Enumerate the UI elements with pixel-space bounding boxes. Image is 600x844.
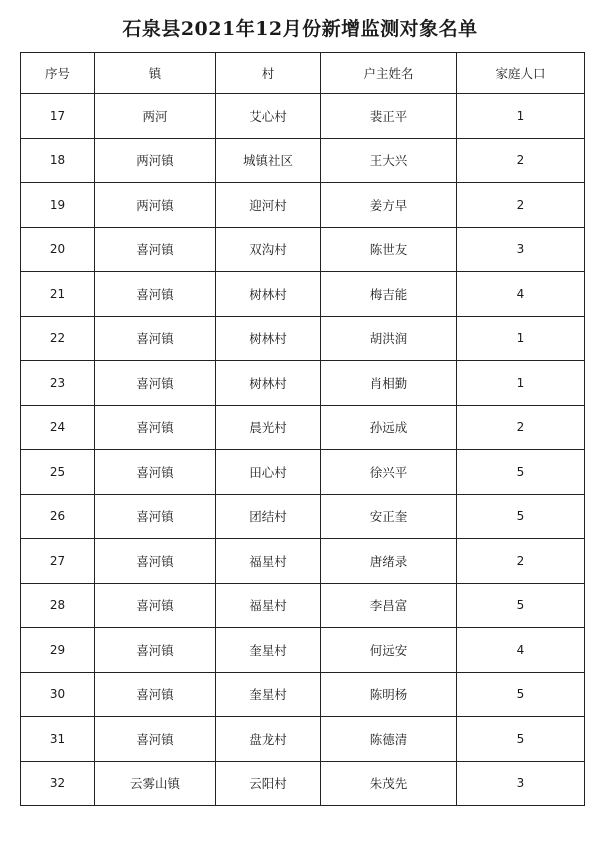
cell-householder-name: 徐兴平: [321, 450, 457, 495]
document-title: 石泉县2021年12月份新增监测对象名单: [122, 18, 478, 40]
cell-village: 盘龙村: [216, 717, 321, 762]
cell-village: 奎星村: [216, 672, 321, 717]
cell-town: 喜河镇: [95, 272, 216, 317]
header-householder-name: 户主姓名: [321, 53, 457, 94]
cell-household-size: 2: [457, 405, 585, 450]
cell-householder-name: 安正奎: [321, 494, 457, 539]
cell-town: 喜河镇: [95, 494, 216, 539]
header-town: 镇: [95, 53, 216, 94]
cell-serial-number: 29: [21, 628, 95, 673]
cell-householder-name: 陈明杨: [321, 672, 457, 717]
cell-household-size: 3: [457, 227, 585, 272]
cell-serial-number: 19: [21, 183, 95, 228]
table-row: [21, 717, 585, 762]
cell-household-size: 1: [457, 316, 585, 361]
cell-household-size: 1: [457, 94, 585, 139]
cell-village: 树林村: [216, 316, 321, 361]
cell-town: 喜河镇: [95, 450, 216, 495]
cell-serial-number: 18: [21, 138, 95, 183]
table-row: [21, 227, 585, 272]
cell-village: 艾心村: [216, 94, 321, 139]
cell-town: 喜河镇: [95, 316, 216, 361]
cell-serial-number: 28: [21, 583, 95, 628]
cell-town: 喜河镇: [95, 405, 216, 450]
table-header-row: [21, 53, 585, 94]
header-household-size: 家庭人口: [457, 53, 585, 94]
table-row: [21, 316, 585, 361]
cell-serial-number: 25: [21, 450, 95, 495]
table-row: [21, 494, 585, 539]
cell-town: 喜河镇: [95, 361, 216, 406]
cell-household-size: 4: [457, 272, 585, 317]
cell-village: 福星村: [216, 539, 321, 584]
table-row: [21, 94, 585, 139]
cell-serial-number: 31: [21, 717, 95, 762]
monitoring-roster-table: [20, 52, 585, 806]
cell-village: 云阳村: [216, 761, 321, 806]
table-row: [21, 361, 585, 406]
cell-householder-name: 姜方早: [321, 183, 457, 228]
cell-householder-name: 陈世友: [321, 227, 457, 272]
cell-household-size: 5: [457, 494, 585, 539]
cell-village: 晨光村: [216, 405, 321, 450]
header-serial-number: 序号: [21, 53, 95, 94]
table-row: [21, 583, 585, 628]
cell-household-size: 5: [457, 450, 585, 495]
table-row: [21, 539, 585, 584]
cell-serial-number: 21: [21, 272, 95, 317]
cell-town: 两河: [95, 94, 216, 139]
cell-town: 喜河镇: [95, 717, 216, 762]
cell-village: 福星村: [216, 583, 321, 628]
cell-serial-number: 26: [21, 494, 95, 539]
cell-town: 喜河镇: [95, 628, 216, 673]
cell-householder-name: 胡洪润: [321, 316, 457, 361]
table-row: [21, 628, 585, 673]
cell-serial-number: 22: [21, 316, 95, 361]
table-row: [21, 450, 585, 495]
table-body: [21, 94, 585, 806]
cell-village: 双沟村: [216, 227, 321, 272]
cell-town: 喜河镇: [95, 227, 216, 272]
cell-household-size: 4: [457, 628, 585, 673]
cell-household-size: 5: [457, 717, 585, 762]
cell-serial-number: 24: [21, 405, 95, 450]
cell-household-size: 1: [457, 361, 585, 406]
cell-householder-name: 裴正平: [321, 94, 457, 139]
cell-serial-number: 27: [21, 539, 95, 584]
table-row: [21, 761, 585, 806]
cell-household-size: 2: [457, 138, 585, 183]
cell-household-size: 3: [457, 761, 585, 806]
cell-household-size: 5: [457, 583, 585, 628]
cell-householder-name: 孙远成: [321, 405, 457, 450]
cell-householder-name: 唐绪录: [321, 539, 457, 584]
table-row: [21, 183, 585, 228]
cell-village: 迎河村: [216, 183, 321, 228]
cell-householder-name: 梅吉能: [321, 272, 457, 317]
cell-town: 喜河镇: [95, 672, 216, 717]
cell-village: 团结村: [216, 494, 321, 539]
cell-village: 城镇社区: [216, 138, 321, 183]
cell-serial-number: 20: [21, 227, 95, 272]
cell-town: 两河镇: [95, 183, 216, 228]
cell-town: 云雾山镇: [95, 761, 216, 806]
cell-serial-number: 23: [21, 361, 95, 406]
cell-town: 喜河镇: [95, 539, 216, 584]
cell-village: 奎星村: [216, 628, 321, 673]
cell-town: 喜河镇: [95, 583, 216, 628]
cell-householder-name: 朱茂先: [321, 761, 457, 806]
cell-householder-name: 陈德清: [321, 717, 457, 762]
cell-householder-name: 肖相勤: [321, 361, 457, 406]
cell-household-size: 5: [457, 672, 585, 717]
cell-village: 树林村: [216, 272, 321, 317]
cell-householder-name: 何远安: [321, 628, 457, 673]
cell-householder-name: 王大兴: [321, 138, 457, 183]
header-village: 村: [216, 53, 321, 94]
cell-village: 田心村: [216, 450, 321, 495]
cell-household-size: 2: [457, 183, 585, 228]
table-row: [21, 138, 585, 183]
cell-village: 树林村: [216, 361, 321, 406]
cell-serial-number: 32: [21, 761, 95, 806]
cell-serial-number: 17: [21, 94, 95, 139]
cell-serial-number: 30: [21, 672, 95, 717]
cell-town: 两河镇: [95, 138, 216, 183]
cell-householder-name: 李昌富: [321, 583, 457, 628]
table-row: [21, 405, 585, 450]
table-row: [21, 272, 585, 317]
table-row: [21, 672, 585, 717]
cell-household-size: 2: [457, 539, 585, 584]
